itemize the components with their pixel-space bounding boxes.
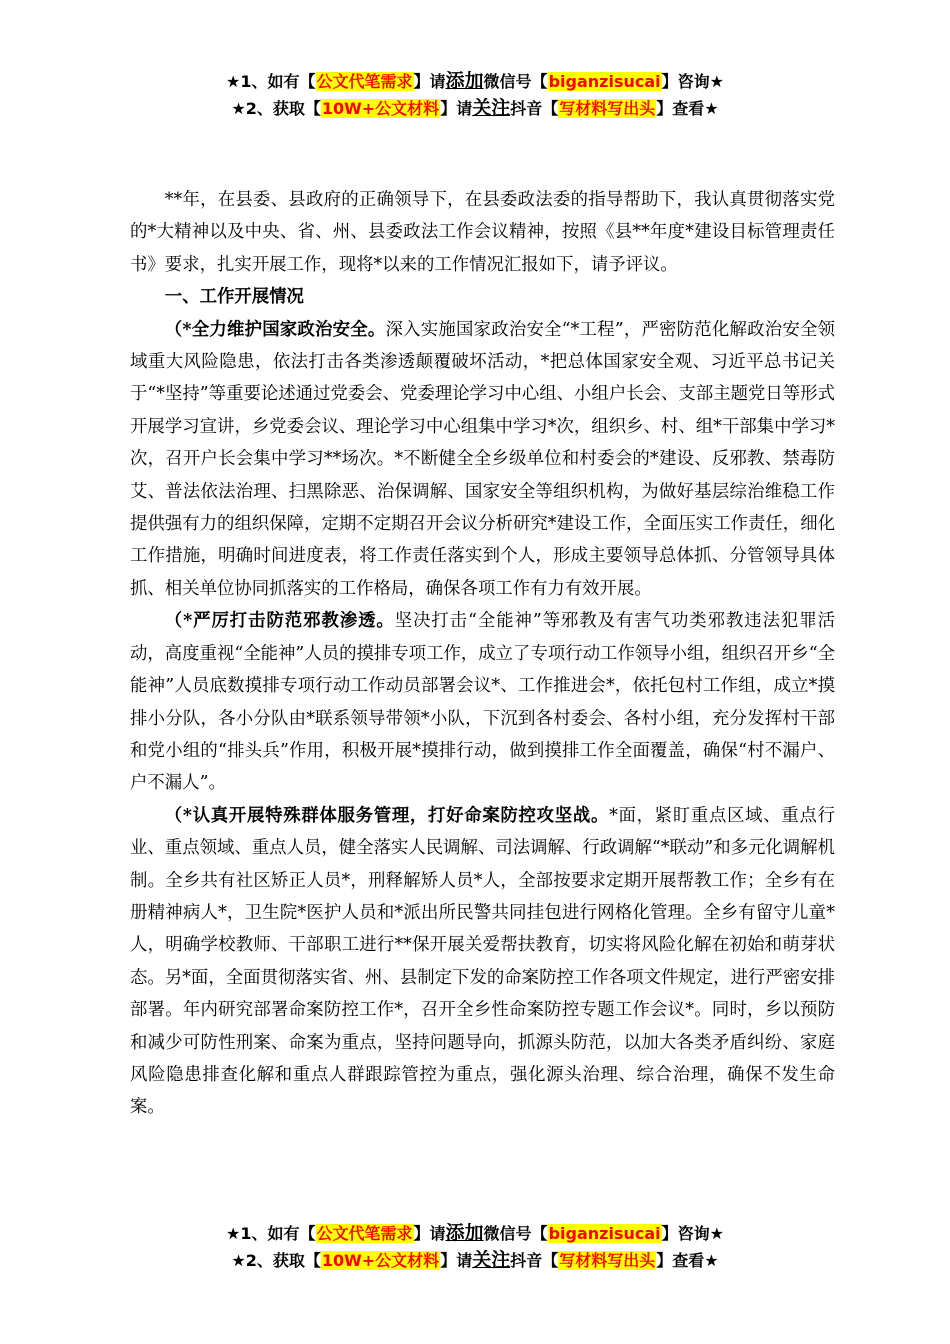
paragraph-lead: （*认真开展特殊群体服务管理，打好命案防控攻坚战。 xyxy=(164,805,610,826)
banner-text: 抖音【 xyxy=(510,99,559,118)
banner-highlight: biganzisucai xyxy=(548,72,661,91)
paragraph-2 xyxy=(130,605,835,799)
banner-text: ★1、如有【 xyxy=(226,72,316,91)
banner-text: 】请 xyxy=(413,72,446,91)
banner-text: ★2、获取【 xyxy=(231,99,321,118)
banner-text: 抖音【 xyxy=(510,1251,559,1270)
banner-text: 微信号【 xyxy=(483,72,548,91)
paragraph-text: 深入实施国家政治安全“*工程”，严密防范化解政治安全领域重大风险隐患，依法打击各类渗透颠覆破坏活动，*把总体国家安全观、习近平总书记关于“*坚持”等重要论述通过党委会、党委理论学习中心组、小组户长会、支部主题党日等形式开展学习宣讲，乡党委会议、理论学习中心组集中学习*次，组织乡、村、组*干部集中学习*次，召开户长会集中学习**场次。*不断健全全乡级单位和村委会的*建设、反邪教、禁毒防艾、普法依法治理、扫黑除恶、治保调解、国家安全等组织机构，为做好基层综治维稳工作提供强有力的组织保障，定期不定期召开会议分析研究*建设工作，全面压实工作责任，细化工作措施，明确时间进度表，将工作责任落实到个人，形成主要领导总体抓、分管领导具体抓、相关单位协同抓落实的工作格局，确保各项工作有力有效开展。 xyxy=(130,319,835,599)
banner-text: 】查看★ xyxy=(656,1251,719,1270)
banner-highlight: biganzisucai xyxy=(548,1224,661,1243)
banner-text: ★1、如有【 xyxy=(226,1224,316,1243)
banner-highlight: 10W+公文材料 xyxy=(321,1251,440,1270)
intro-paragraph: **年，在县委、县政府的正确领导下，在县委政法委的指导帮助下，我认真贯彻落实党的*大精神以及中央、省、州、县委政法工作会议精神，按照《县**年度*建设目标管理责任书》要求，扎实开展工作，现将*以来的工作情况汇报如下，请予评议。 xyxy=(130,190,835,275)
banner-highlight: 10W+公文材料 xyxy=(321,99,440,118)
header-banner-line-1 xyxy=(0,68,950,95)
document-body xyxy=(130,184,835,1124)
section-heading: 一、工作开展情况 xyxy=(164,287,304,308)
banner-emphasis: 添加 xyxy=(445,70,484,92)
paragraph-lead: （*严厉打击防范邪教渗透。 xyxy=(164,611,395,632)
banner-text: 】查看★ xyxy=(656,99,719,118)
banner-highlight: 写材料写出头 xyxy=(559,1251,656,1270)
footer-banner-line-1 xyxy=(0,1220,950,1247)
banner-text: ★2、获取【 xyxy=(231,1251,321,1270)
paragraph-lead: （*全力维护国家政治安全。 xyxy=(164,319,386,340)
paragraph-1 xyxy=(130,314,835,606)
banner-emphasis: 添加 xyxy=(445,1222,484,1244)
footer-banner-line-2 xyxy=(0,1247,950,1274)
banner-text: 微信号【 xyxy=(483,1224,548,1243)
paragraph-text: 坚决打击“全能神”等邪教及有害气功类邪教违法犯罪活动，高度重视“全能神”人员的摸排专项工作，成立了专项行动工作领导小组，组织召开乡“全能神”人员底数摸排专项行动工作动员部署会议*、工作推进会*，依托包村工作组，成立*摸排小分队，各小分队由*联系领导带领*小队，下沉到各村委会、各村小组，充分发挥村干部和党小组的“排头兵”作用，积极开展*摸排行动，做到摸排工作全面覆盖，确保“村不漏户、户不漏人”。 xyxy=(130,611,835,794)
banner-text: 】咨询★ xyxy=(661,72,724,91)
banner-highlight: 公文代笔需求 xyxy=(316,1224,413,1243)
banner-highlight: 写材料写出头 xyxy=(559,99,656,118)
banner-text: 】咨询★ xyxy=(661,1224,724,1243)
footer-banner xyxy=(0,1220,950,1274)
banner-emphasis: 关注 xyxy=(472,1249,511,1271)
banner-emphasis: 关注 xyxy=(472,97,511,119)
header-banner-line-2 xyxy=(0,95,950,122)
header-banner xyxy=(0,68,950,122)
banner-highlight: 公文代笔需求 xyxy=(316,72,413,91)
paragraph-text: *面，紧盯重点区域、重点行业、重点领域、重点人员，健全落实人民调解、司法调解、行政调解“*联动”和多元化调解机制。全乡共有社区矫正人员*，刑释解矫人员*人，全部按要求定期开展帮教工作；全乡有在册精神病人*，卫生院*医护人员和*派出所民警共同挂包进行网格化管理。全乡有留守儿童*人，明确学校教师、干部职工进行**保开展关爱帮扶教育，切实将风险化解在初始和萌芽状态。另*面，全面贯彻落实省、州、县制定下发的命案防控工作各项文件规定，进行严密安排部署。年内研究部署命案防控工作*，召开全乡性命案防控专题工作会议*。同时，乡以预防和减少可防性刑案、命案为重点，坚持问题导向，抓源头防范，以加大各类矛盾纠纷、家庭风险隐患排查化解和重点人群跟踪管控为重点，强化源头治理、综合治理，确保不发生命案。 xyxy=(130,805,835,1118)
banner-text: 】请 xyxy=(440,99,473,118)
banner-text: 】请 xyxy=(440,1251,473,1270)
banner-text: 】请 xyxy=(413,1224,446,1243)
paragraph-3 xyxy=(130,800,835,1124)
